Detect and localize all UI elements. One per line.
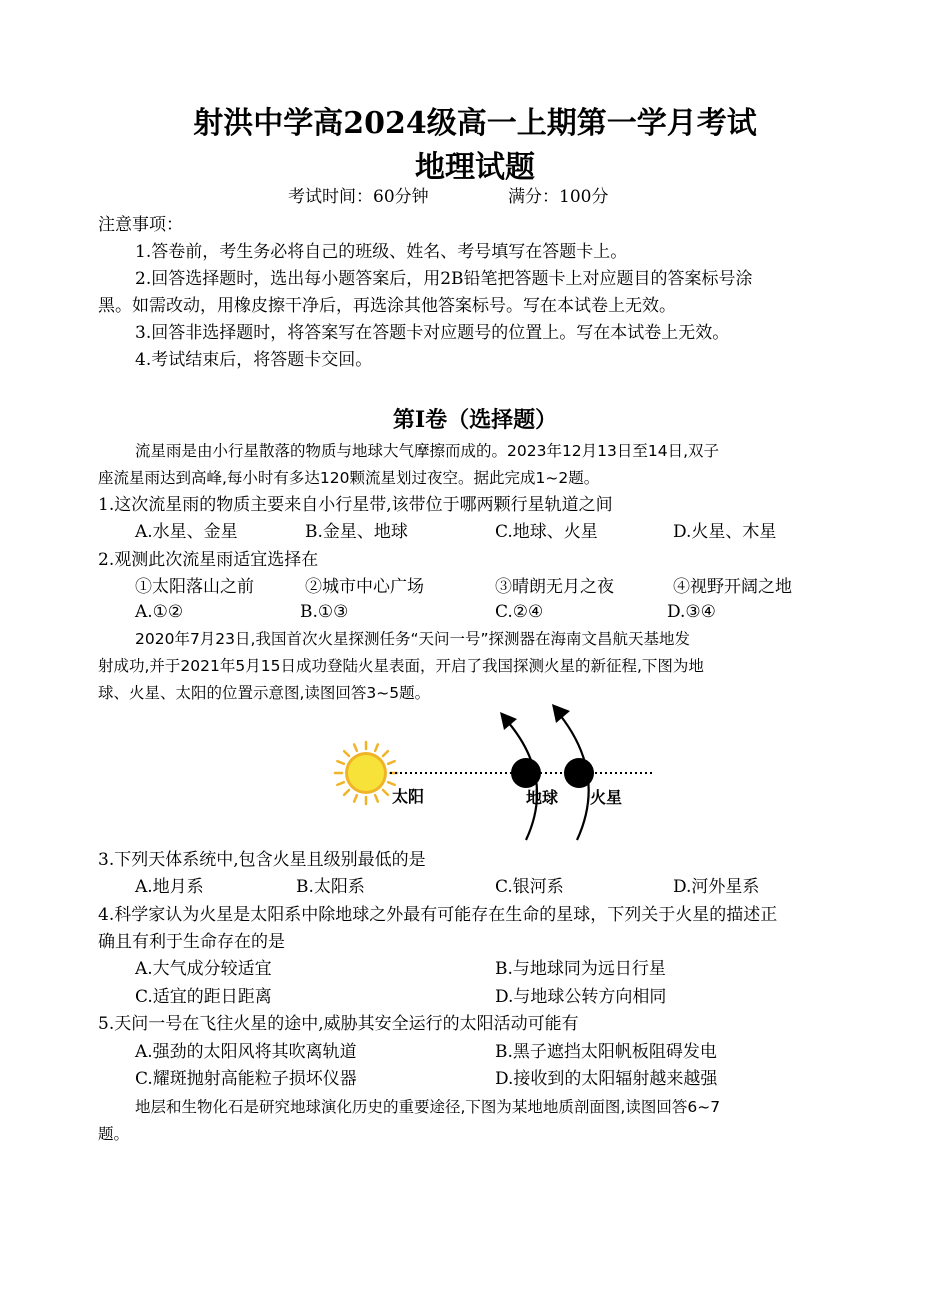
section-title: 第I卷（选择题） xyxy=(392,407,558,433)
q4-option-b: B.与地球同为远日行星 xyxy=(495,959,666,979)
notice-item: 2.回答选择题时，选出每小题答案后，用2B铅笔把答题卡上对应题目的答案标号涂 xyxy=(135,269,753,289)
sun-earth-mars-diagram xyxy=(330,700,660,845)
notice-item: 4.考试结束后，将答题卡交回。 xyxy=(135,350,373,370)
sun-ray xyxy=(388,761,394,764)
q4-option-d: D.与地球公转方向相同 xyxy=(495,987,667,1007)
q3-option-a: A.地月系 xyxy=(135,877,204,897)
q2-option-b: B.①③ xyxy=(300,602,349,622)
notice-item: 3.回答非选择题时，将答案写在答题卡对应题号的位置上。写在本试卷上无效。 xyxy=(135,323,730,343)
passage-line: 球、火星、太阳的位置示意图,读图回答3~5题。 xyxy=(98,684,431,702)
passage-line: 题。 xyxy=(98,1125,130,1143)
sun-ray xyxy=(383,751,388,756)
sun-ray xyxy=(383,790,388,795)
notice-heading: 注意事项： xyxy=(98,215,183,235)
mars-label: 火星 xyxy=(590,788,623,807)
q1-option-b: B.金星、地球 xyxy=(305,522,408,542)
question-3-stem: 3.下列天体系统中,包含火星且级别最低的是 xyxy=(98,850,426,870)
earth-label: 地球 xyxy=(526,788,559,807)
exam-time: 考试时间：60分钟 xyxy=(288,187,429,207)
q1-option-a: A.水星、金星 xyxy=(135,522,238,542)
sun-ray xyxy=(337,782,343,785)
q1-option-d: D.火星、木星 xyxy=(673,522,777,542)
q5-option-b: B.黑子遮挡太阳帆板阻碍发电 xyxy=(495,1042,717,1062)
passage-line: 流星雨是由小行星散落的物质与地球大气摩擦而成的。2023年12月13日至14日,双子 xyxy=(135,442,720,460)
question-1-stem: 1.这次流星雨的物质主要来自小行星带,该带位于哪两颗行星轨道之间 xyxy=(98,495,613,515)
exam-title: 射洪中学高2024级高一上期第一学月考试 xyxy=(193,106,757,141)
sun-ray xyxy=(354,795,357,801)
q3-option-b: B.太阳系 xyxy=(296,877,365,897)
sun-icon xyxy=(335,742,397,804)
q5-option-a: A.强劲的太阳风将其吹离轨道 xyxy=(135,1042,357,1062)
q3-option-d: D.河外星系 xyxy=(673,877,760,897)
mars-orbit-arrow xyxy=(552,704,570,723)
q2-option-c: C.②④ xyxy=(495,602,544,622)
question-5-stem: 5.天问一号在飞往火星的途中,威胁其安全运行的太阳活动可能有 xyxy=(98,1014,579,1034)
sun-label: 太阳 xyxy=(392,787,425,806)
sun-ray xyxy=(354,744,357,750)
subject-title: 地理试题 xyxy=(415,150,535,185)
q2-choice-2: ②城市中心广场 xyxy=(305,577,424,597)
earth-planet xyxy=(511,758,541,788)
earth-orbit-arrow xyxy=(500,712,517,730)
q5-option-c: C.耀斑抛射高能粒子损坏仪器 xyxy=(135,1069,357,1089)
q4-option-a: A.大气成分较适宜 xyxy=(135,959,272,979)
question-4-stem: 4.科学家认为火星是太阳系中除地球之外最有可能存在生命的星球，下列关于火星的描述正 xyxy=(98,905,778,925)
question-2-stem: 2.观测此次流星雨适宜选择在 xyxy=(98,550,319,570)
passage-line: 座流星雨达到高峰,每小时有多达120颗流星划过夜空。据此完成1~2题。 xyxy=(98,469,600,487)
sun-ray xyxy=(344,790,349,795)
question-4-stem: 确且有利于生命存在的是 xyxy=(98,932,285,952)
sun-ray xyxy=(375,795,378,801)
q2-choice-4: ④视野开阔之地 xyxy=(673,577,792,597)
q5-option-d: D.接收到的太阳辐射越来越强 xyxy=(495,1069,718,1089)
notice-item: 1.答卷前，考生务必将自己的班级、姓名、考号填写在答题卡上。 xyxy=(135,242,628,262)
passage-line: 地层和生物化石是研究地球演化历史的重要途径,下图为某地地质剖面图,读图回答6~7 xyxy=(135,1098,721,1116)
full-score: 满分：100分 xyxy=(508,187,609,207)
sun-ray xyxy=(337,761,343,764)
q1-option-c: C.地球、火星 xyxy=(495,522,598,542)
sun-ray xyxy=(388,782,394,785)
notice-item: 黑。如需改动，用橡皮擦干净后，再选涂其他答案标号。写在本试卷上无效。 xyxy=(98,296,676,316)
q2-option-d: D.③④ xyxy=(667,602,716,622)
sun-ray xyxy=(375,744,378,750)
q3-option-c: C.银河系 xyxy=(495,877,564,897)
passage-line: 2020年7月23日,我国首次火星探测任务“天问一号”探测器在海南文昌航天基地发 xyxy=(135,630,691,648)
q2-choice-3: ③晴朗无月之夜 xyxy=(495,577,614,597)
q2-choice-1: ①太阳落山之前 xyxy=(135,577,254,597)
mars-planet xyxy=(564,758,594,788)
passage-line: 射成功,并于2021年5月15日成功登陆火星表面，开启了我国探测火星的新征程,下图为地 xyxy=(98,657,704,675)
q4-option-c: C.适宜的距日距离 xyxy=(135,987,272,1007)
sun-ray xyxy=(344,751,349,756)
q2-option-a: A.①② xyxy=(135,602,184,622)
